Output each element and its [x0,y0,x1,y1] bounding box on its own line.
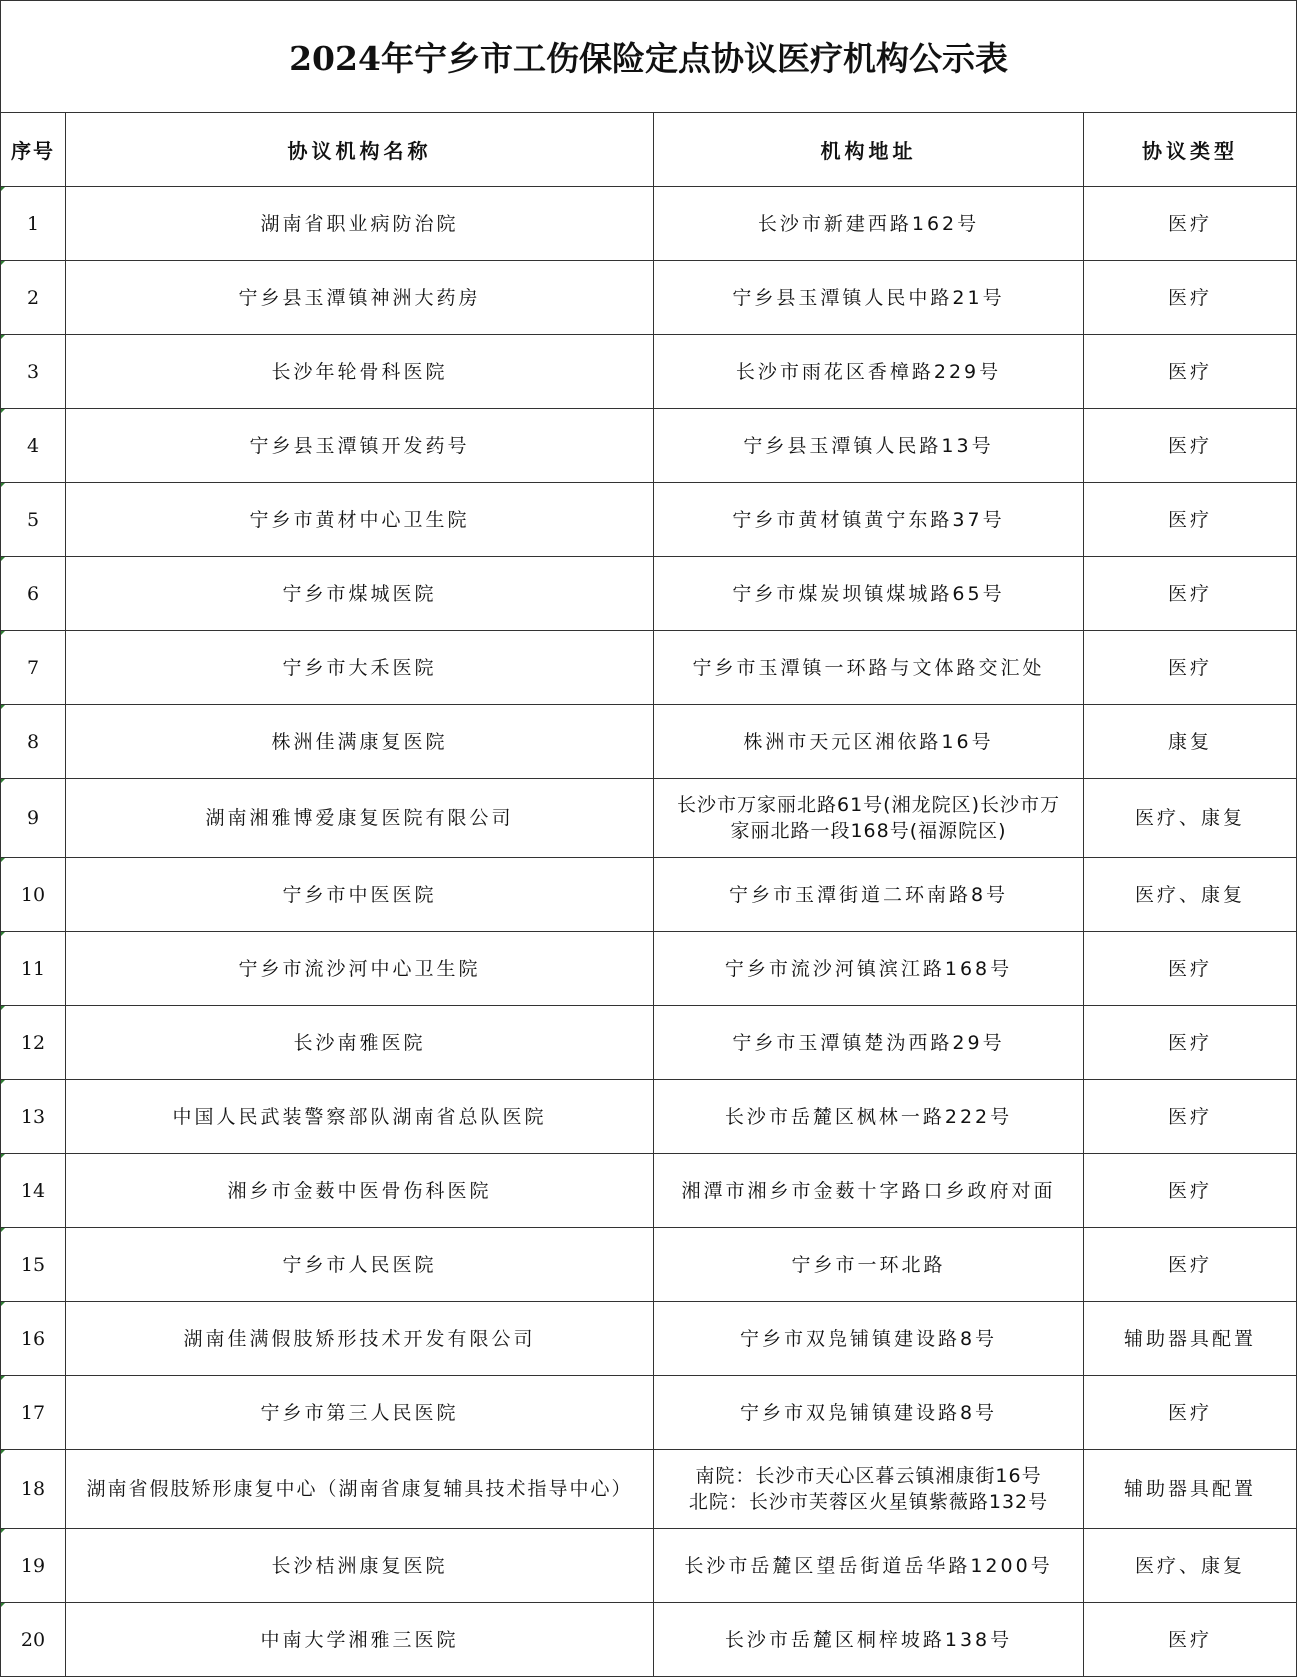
row-seq: 9 [1,779,66,858]
row-address [654,1603,1084,1677]
row-institution-name: 湖南湘雅博爱康复医院有限公司 [66,779,654,858]
table-row [1,1529,1297,1603]
row-seq: 5 [1,483,66,557]
row-institution-name: 长沙桔洲康复医院 [66,1529,654,1603]
row-institution-name: 宁乡市煤城医院 [66,557,654,631]
header-address: 机构地址 [654,113,1084,187]
table-row [1,631,1297,705]
address-line: 宁乡市双凫铺镇建设路8号 [739,1401,998,1424]
row-seq: 7 [1,631,66,705]
address-line: 宁乡市一环北路 [791,1253,946,1276]
row-agreement-type: 医疗、康复 [1084,858,1297,932]
row-seq: 8 [1,705,66,779]
table-row [1,1228,1297,1302]
row-address [654,1228,1084,1302]
row-agreement-type: 医疗 [1084,932,1297,1006]
row-institution-name: 湘乡市金薮中医骨伤科医院 [66,1154,654,1228]
row-seq: 2 [1,261,66,335]
address-line: 宁乡市黄材镇黄宁东路37号 [732,508,1005,531]
table-row [1,1006,1297,1080]
row-address [654,932,1084,1006]
row-institution-name: 湖南省职业病防治院 [66,187,654,261]
address-line: 宁乡市玉潭街道二环南路8号 [728,883,1009,906]
row-agreement-type: 医疗、康复 [1084,779,1297,858]
address-line: 宁乡市玉潭镇楚沩西路29号 [732,1031,1005,1054]
table-row [1,1603,1297,1677]
row-address [654,779,1084,858]
row-institution-name: 长沙年轮骨科医院 [66,335,654,409]
row-seq: 15 [1,1228,66,1302]
table-row [1,1080,1297,1154]
row-address [654,409,1084,483]
row-agreement-type: 医疗 [1084,1154,1297,1228]
row-seq: 4 [1,409,66,483]
row-address [654,1529,1084,1603]
address-line: 宁乡市双凫铺镇建设路8号 [739,1327,998,1350]
row-seq: 19 [1,1529,66,1603]
row-seq: 10 [1,858,66,932]
table-row [1,705,1297,779]
row-agreement-type: 康复 [1084,705,1297,779]
address-line: 长沙市岳麓区枫林一路222号 [724,1105,1013,1128]
row-address [654,557,1084,631]
row-institution-name: 宁乡市黄材中心卫生院 [66,483,654,557]
row-address [654,1154,1084,1228]
table-body [1,187,1297,1677]
table-row [1,858,1297,932]
row-seq: 11 [1,932,66,1006]
address-line: 宁乡市煤炭坝镇煤城路65号 [732,582,1005,605]
row-address [654,187,1084,261]
row-institution-name: 长沙南雅医院 [66,1006,654,1080]
address-line: 长沙市雨花区香樟路229号 [735,360,1002,383]
row-agreement-type: 辅助器具配置 [1084,1302,1297,1376]
address-line: 宁乡县玉潭镇人民路13号 [743,434,994,457]
row-agreement-type: 医疗 [1084,261,1297,335]
row-agreement-type: 医疗 [1084,557,1297,631]
row-address [654,261,1084,335]
table-row [1,261,1297,335]
address-line: 宁乡市玉潭镇一环路与文体路交汇处 [692,656,1045,679]
table-row [1,335,1297,409]
row-institution-name: 宁乡市中医医院 [66,858,654,932]
row-seq: 13 [1,1080,66,1154]
table-row [1,409,1297,483]
table-row [1,779,1297,858]
row-agreement-type: 医疗 [1084,1376,1297,1450]
row-institution-name: 宁乡市人民医院 [66,1228,654,1302]
row-institution-name: 中国人民武装警察部队湖南省总队医院 [66,1080,654,1154]
header-type: 协议类型 [1084,113,1297,187]
row-institution-name: 宁乡市大禾医院 [66,631,654,705]
row-agreement-type: 医疗、康复 [1084,1529,1297,1603]
address-line: 北院：长沙市芙蓉区火星镇紫薇路132号 [688,1491,1049,1513]
row-address [654,1302,1084,1376]
table-row [1,483,1297,557]
address-line: 家丽北路一段168号(福源院区) [730,820,1007,842]
row-agreement-type: 辅助器具配置 [1084,1450,1297,1529]
row-address [654,1080,1084,1154]
table-row [1,932,1297,1006]
table-row [1,1154,1297,1228]
row-agreement-type: 医疗 [1084,483,1297,557]
table-row [1,1302,1297,1376]
address-line: 南院：长沙市天心区暮云镇湘康街16号 [695,1465,1042,1487]
row-seq: 14 [1,1154,66,1228]
row-address [654,1450,1084,1529]
table-row [1,557,1297,631]
row-seq: 18 [1,1450,66,1529]
address-line: 长沙市新建西路162号 [757,212,980,235]
row-agreement-type: 医疗 [1084,1080,1297,1154]
row-institution-name: 宁乡市第三人民医院 [66,1376,654,1450]
row-address [654,335,1084,409]
row-agreement-type: 医疗 [1084,1603,1297,1677]
header-seq: 序号 [1,113,66,187]
row-seq: 1 [1,187,66,261]
row-agreement-type: 医疗 [1084,335,1297,409]
row-seq: 16 [1,1302,66,1376]
row-seq: 12 [1,1006,66,1080]
row-institution-name: 湖南佳满假肢矫形技术开发有限公司 [66,1302,654,1376]
address-line: 宁乡市流沙河镇滨江路168号 [724,957,1013,980]
table-row [1,1450,1297,1529]
row-address [654,1376,1084,1450]
address-line: 湘潭市湘乡市金薮十字路口乡政府对面 [681,1179,1056,1202]
row-seq: 17 [1,1376,66,1450]
row-agreement-type: 医疗 [1084,1006,1297,1080]
address-line: 株洲市天元区湘依路16号 [743,730,994,753]
row-seq: 3 [1,335,66,409]
row-agreement-type: 医疗 [1084,409,1297,483]
table-row [1,1376,1297,1450]
table-title: 2024年宁乡市工伤保险定点协议医疗机构公示表 [1,1,1297,113]
row-seq: 6 [1,557,66,631]
row-institution-name: 中南大学湘雅三医院 [66,1603,654,1677]
table-row [1,187,1297,261]
header-name: 协议机构名称 [66,113,654,187]
row-agreement-type: 医疗 [1084,631,1297,705]
row-address [654,705,1084,779]
table-header-row [1,113,1297,187]
row-institution-name: 湖南省假肢矫形康复中心（湖南省康复辅具技术指导中心） [66,1450,654,1529]
row-agreement-type: 医疗 [1084,1228,1297,1302]
row-agreement-type: 医疗 [1084,187,1297,261]
row-institution-name: 宁乡县玉潭镇神洲大药房 [66,261,654,335]
row-seq: 20 [1,1603,66,1677]
address-line: 宁乡县玉潭镇人民中路21号 [732,286,1005,309]
address-line: 长沙市岳麓区望岳街道岳华路1200号 [684,1554,1053,1577]
row-address [654,1006,1084,1080]
address-line: 长沙市万家丽北路61号(湘龙院区)长沙市万 [676,794,1060,816]
row-institution-name: 宁乡市流沙河中心卫生院 [66,932,654,1006]
address-line: 长沙市岳麓区桐梓坡路138号 [724,1628,1013,1651]
row-address [654,631,1084,705]
row-institution-name: 株洲佳满康复医院 [66,705,654,779]
row-address [654,858,1084,932]
row-institution-name: 宁乡县玉潭镇开发药号 [66,409,654,483]
row-address [654,483,1084,557]
